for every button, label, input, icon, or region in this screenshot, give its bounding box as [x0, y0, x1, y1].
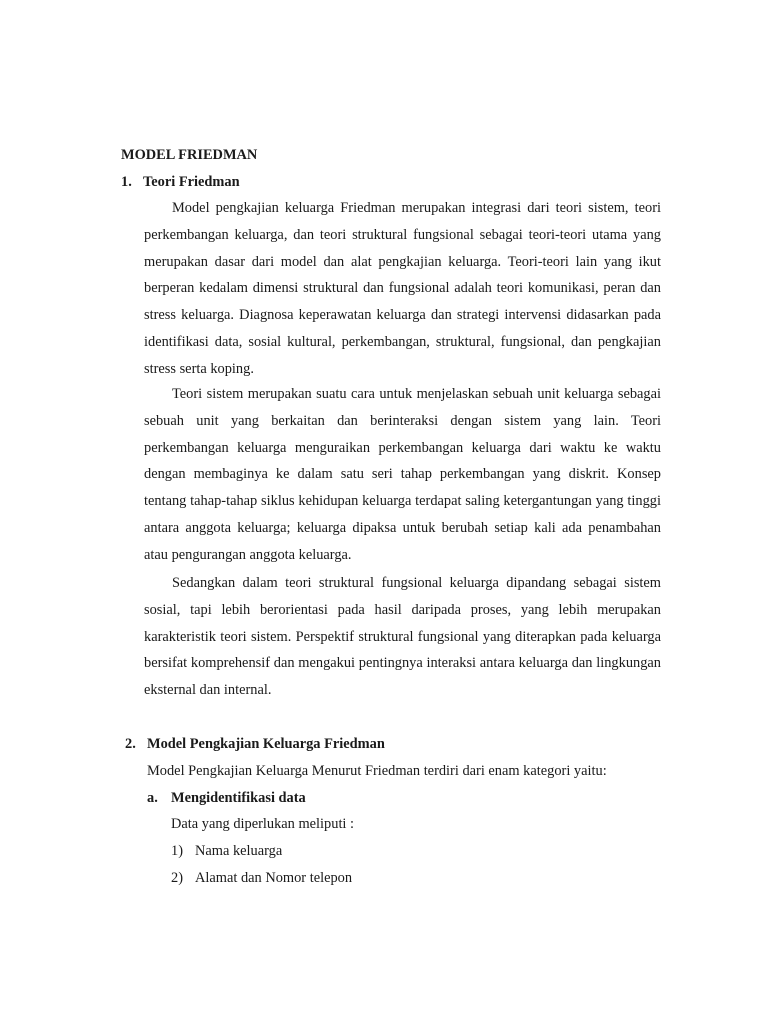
list-item-number: 1): [171, 843, 183, 859]
list-item-text: Alamat dan Nomor telepon: [195, 870, 353, 886]
section-number: 2.: [125, 736, 136, 752]
section-heading-text: Model Pengkajian Keluarga Friedman: [147, 736, 385, 752]
paragraph-1: Model pengkajian keluarga Friedman merupakan integrasi dari teori sistem, teori perkembangan keluarga, dan teori struktural fungsional sebagai teori-teori utama yang merupakan dasar dari model dan alat pengkajian keluarga. Teori-teori lain yang ikut berperan kedalam dimensi struktural dan fungsional adalah teori komunikasi, peran dan stress keluarga. Diagnosa keperawatan keluarga dan strategi intervensi didasarkan pada identifikasi data, sosial kultural, perkembangan, struktural, fungsional, dan pengkajian stress serta koping.: [144, 200, 661, 377]
subsection-letter: a.: [147, 790, 158, 806]
list-item: [171, 870, 352, 887]
section-heading-text: Teori Friedman: [143, 174, 240, 190]
document-title: MODEL FRIEDMAN: [121, 147, 258, 163]
section-heading-2: [125, 736, 385, 753]
subsection-a-intro: Data yang diperlukan meliputi :: [171, 816, 355, 832]
subsection-heading-text: Mengidentifikasi data: [171, 790, 306, 806]
paragraph-2: Teori sistem merupakan suatu cara untuk menjelaskan sebuah unit keluarga sebagai sebuah unit yang berkaitan dan berinteraksi dengan sistem yang lain. Teori perkembangan keluarga menguraikan perkembangan keluarga dari waktu ke waktu dengan membaginya ke dalam satu seri tahap perkembangan yang diskrit. Konsep tentang tahap-tahap siklus kehidupan keluarga terdapat saling ketergantungan yang tinggi antara anggota keluarga; keluarga dipaksa untuk berubah setiap kali ada penambahan atau pengurangan anggota keluarga.: [144, 386, 661, 563]
list-item-number: 2): [171, 870, 183, 886]
list-item-text: Nama keluarga: [195, 843, 283, 859]
section-2-intro: Model Pengkajian Keluarga Menurut Friedman terdiri dari enam kategori yaitu:: [147, 763, 607, 779]
paragraph-3: Sedangkan dalam teori struktural fungsional keluarga dipandang sebagai sistem sosial, tapi lebih berorientasi pada hasil daripada proses, yang lebih merupakan karakteristik teori sistem. Perspektif struktural fungsional yang diterapkan pada keluarga bersifat komprehensif dan mengakui pentingnya interaksi antara keluarga dan lingkungan eksternal dan internal.: [144, 575, 661, 699]
section-heading-1: [121, 174, 240, 191]
section-number: 1.: [121, 174, 132, 190]
subsection-heading-a: [147, 790, 306, 807]
list-item: [171, 843, 282, 860]
